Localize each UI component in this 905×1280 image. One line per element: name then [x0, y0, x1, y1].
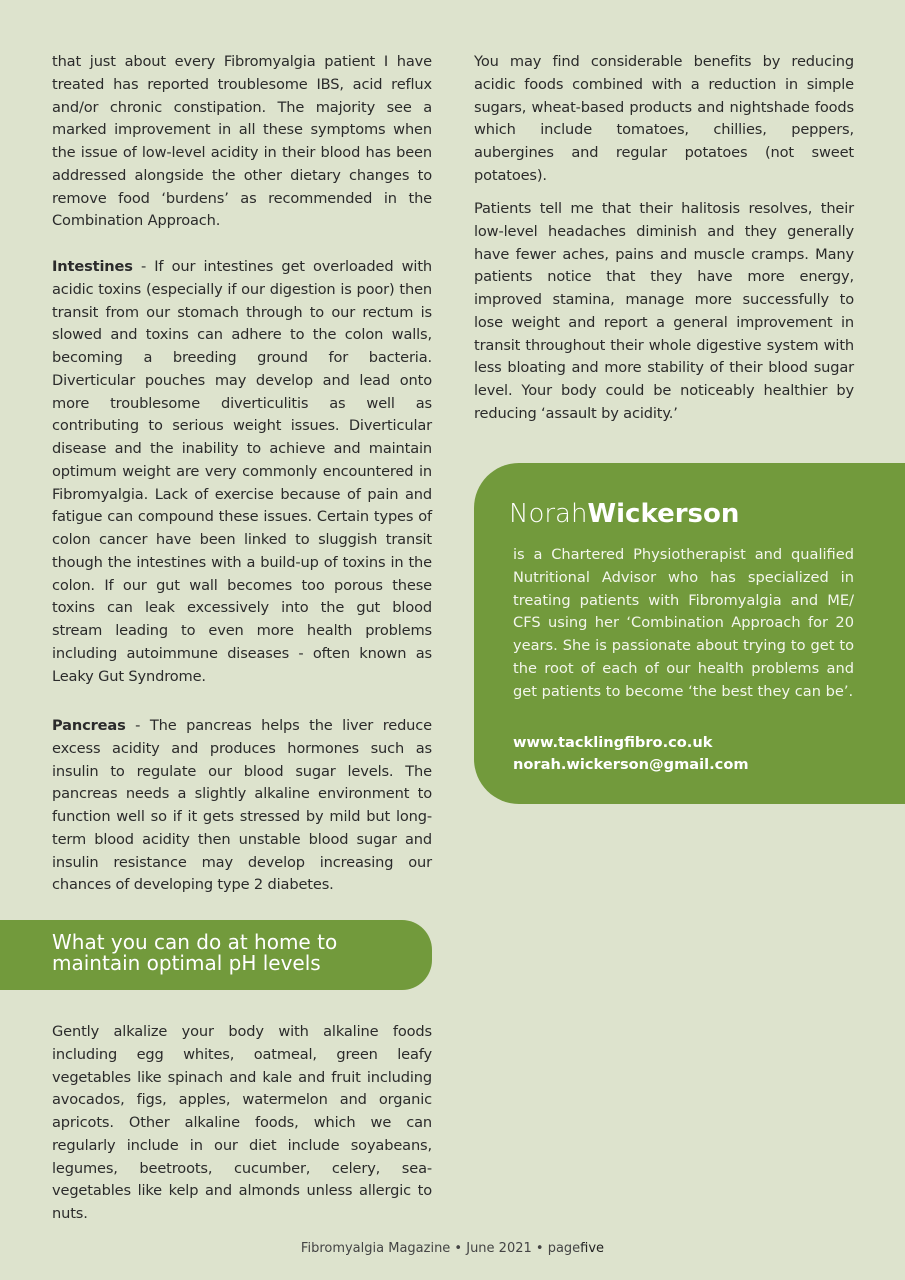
pancreas-paragraph — [52, 715, 432, 897]
pancreas-title: Pancreas — [52, 717, 126, 734]
pancreas-text: - The pancreas helps the liver reduce excess acidity and produces hormones such as insulin to regulate our blood sugar levels. The pancreas needs a slightly alkaline environment to function well so if it gets stressed by mild but long-term blood acidity then unstable blood sugar and insulin resistance may develop increasing our chances of developing type 2 diabetes. — [52, 717, 432, 894]
heading-line-2: maintain optimal pH levels — [52, 951, 321, 975]
author-name — [509, 499, 739, 529]
author-last-name: Wickerson — [587, 499, 740, 529]
author-box — [474, 463, 905, 804]
author-first-name: Norah — [509, 499, 588, 529]
email-link[interactable]: norah.wickerson@gmail.com — [513, 756, 749, 773]
intestines-paragraph — [52, 256, 432, 688]
right-paragraph-1: You may find considerable benefits by reducing acidic foods combined with a reduction in simple sugars, wheat-based products and nightshade foods which include tomatoes, chillies, peppers, aubergines and regular potatoes (not sweet potatoes). — [474, 53, 854, 184]
author-bio: is a Chartered Physiotherapist and qualified Nutritional Advisor who has specialized in treating patients with Fibromyalgia and ME/ CFS using her ‘Combination Approach for 20 years. She is passionate about trying to get to the root of each of our health problems and get patients to become ‘the best they can be’. — [513, 546, 854, 700]
section-heading — [0, 920, 432, 990]
intro-paragraph: that just about every Fibromyalgia patient I have treated has reported troublesome IBS, acid reflux and/or chronic constipation. The majority see a marked improvement in all these symptoms when the issue of low-level acidity in their blood has been addressed alongside the other dietary changes to remove food ‘burdens’ as recommended in the Combination Approach. — [52, 53, 432, 230]
footer-text: Fibromyalgia Magazine • June 2021 • page — [300, 1241, 581, 1256]
home-paragraph: Gently alkalize your body with alkaline foods including egg whites, oatmeal, green leafy vegetables like spinach and kale and fruit including avocados, figs, apples, watermelon and organic apricots. Other alkaline foods, which we can regularly include in our diet include soyabeans, legumes, beetroots, cucumber, celery, sea-vegetables like kelp and almonds unless allergic to nuts. — [52, 1023, 432, 1222]
website-link[interactable]: www.tacklingfibro.co.uk — [513, 734, 713, 751]
page-number: five — [580, 1241, 605, 1256]
intestines-text: - If our intestines get overloaded with acidic toxins (especially if our digestion is poor) then transit from our stomach through to our rectum is slowed and toxins can adhere to the colon walls, becoming a breeding ground for bacteria. Diverticular pouches may develop and lead onto more troublesome diverticulitis as well as contributing to serious weight issues. Diverticular disease and the inability to achieve and maintain optimum weight are very commonly encountered in Fibromyalgia. Lack of exercise because of pain and fatigue can compound these issues. Certain types of colon cancer have been linked to sluggish transit though the intestines with a build-up of toxins in the colon. If our gut wall becomes too porous these toxins can leak excessively into the gut blood stream leading to even more health problems including autoimmune diseases - often known as Leaky Gut Syndrome. — [52, 258, 432, 685]
heading-line-1: What you can do at home to — [52, 930, 338, 954]
intestines-title: Intestines — [52, 258, 133, 275]
right-paragraph-2: Patients tell me that their halitosis resolves, their low-level headaches diminish and they generally have fewer aches, pains and muscle cramps. Many patients notice that they have more energy, improved stamina, manage more successfully to lose weight and report a general improvement in transit throughout their whole digestive system with less bloating and more stability of their blood sugar level. Your body could be noticeably healthier by reducing ‘assault by acidity.’ — [474, 200, 854, 422]
footer — [0, 1241, 905, 1256]
